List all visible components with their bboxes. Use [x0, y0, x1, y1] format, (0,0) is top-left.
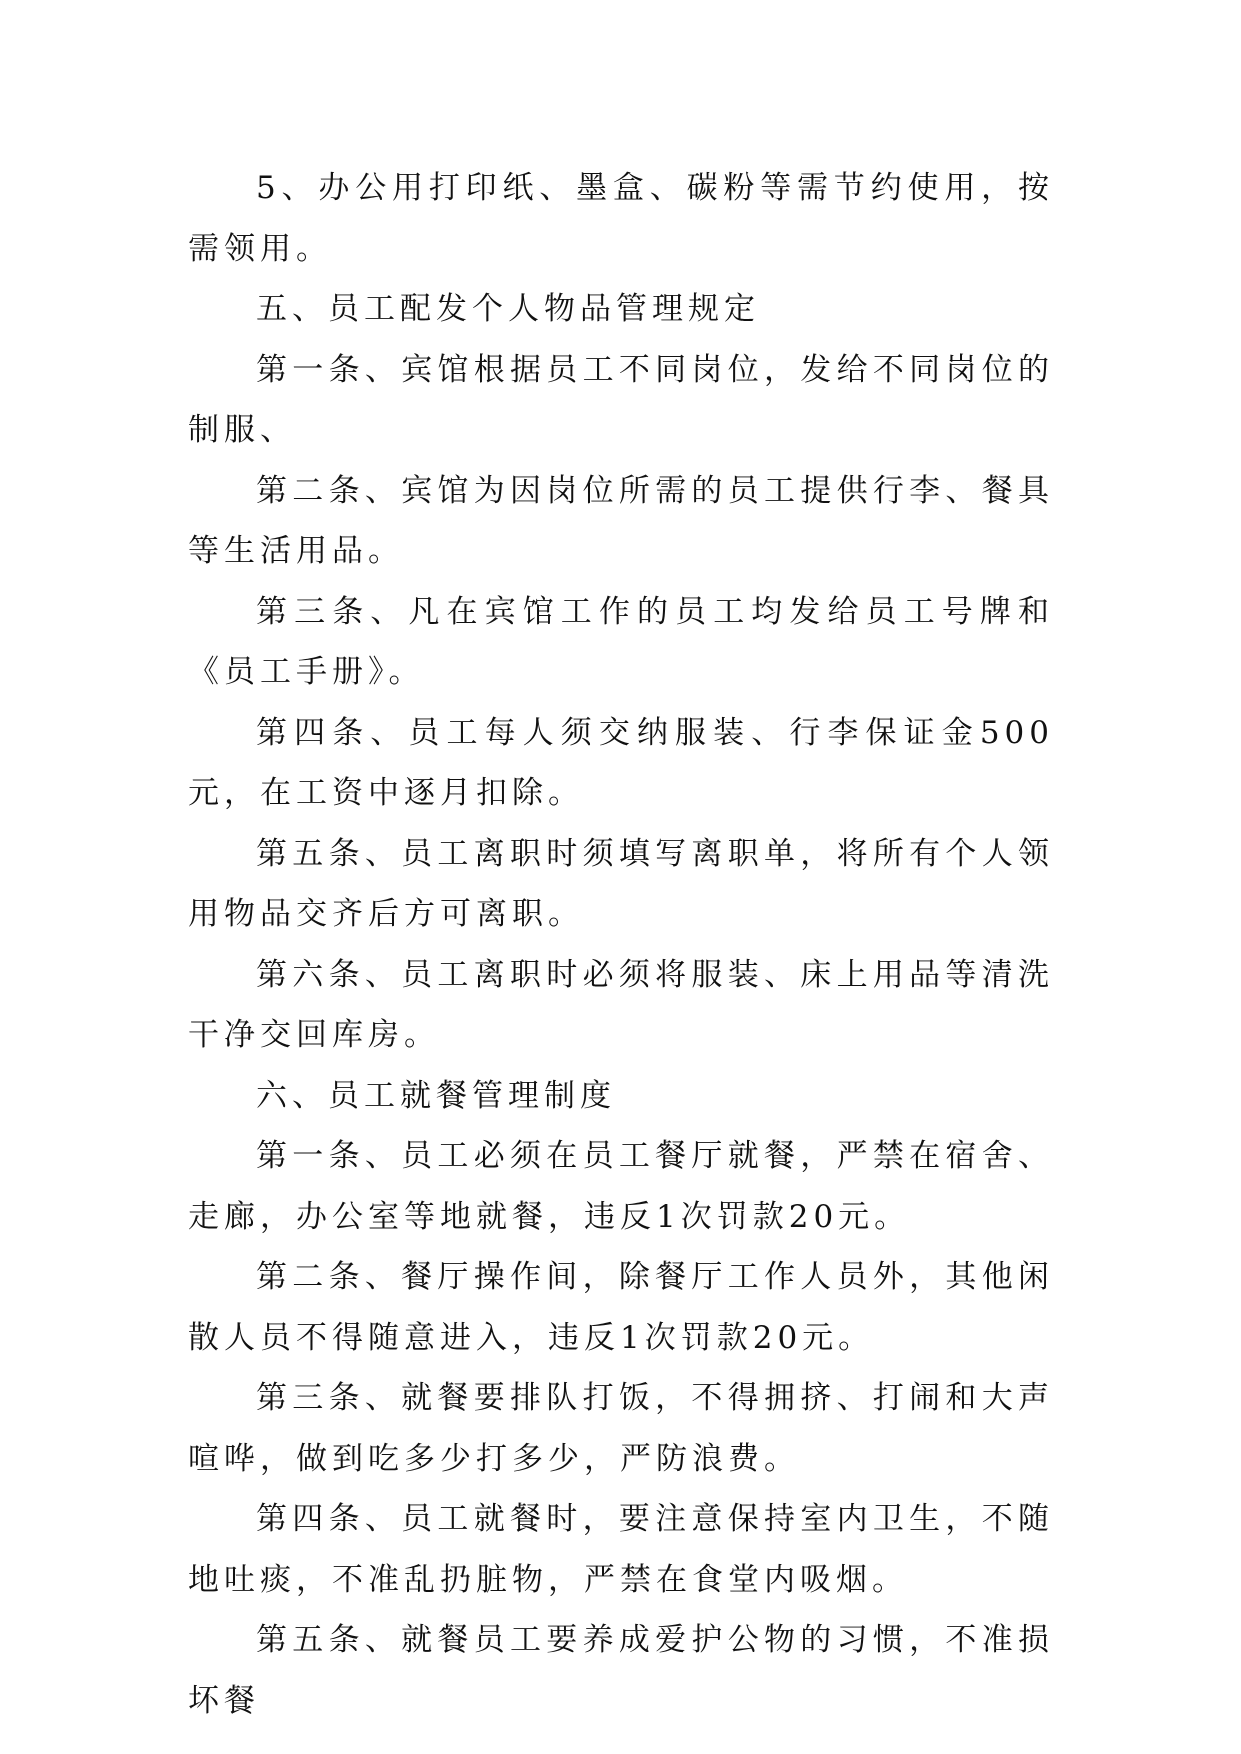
paragraph-supplies-rule-5: 5、办公用打印纸、墨盒、碳粉等需节约使用，按需领用。 [188, 170, 1054, 267]
paragraph-dining-article-2: 第二条、餐厅操作间，除餐厅工作人员外，其他闲散人员不得随意进入，违反1次罚款20元。 [188, 1259, 1054, 1356]
paragraph-items-article-1: 第一条、宾馆根据员工不同岗位，发给不同岗位的制服、 [188, 351, 1054, 448]
paragraph-items-article-4: 第四条、员工每人须交纳服装、行李保证金500元，在工资中逐月扣除。 [188, 714, 1054, 811]
paragraph-dining-article-1: 第一条、员工必须在员工餐厅就餐，严禁在宿舍、走廊，办公室等地就餐，违反1次罚款20元。 [188, 1138, 1054, 1235]
section-heading-personal-items: 五、员工配发个人物品管理规定 [256, 291, 760, 327]
paragraph-dining-article-4: 第四条、员工就餐时，要注意保持室内卫生，不随地吐痰，不准乱扔脏物，严禁在食堂内吸烟。 [188, 1501, 1054, 1598]
paragraph-dining-article-3: 第三条、就餐要排队打饭，不得拥挤、打闹和大声喧哗，做到吃多少打多少，严防浪费。 [188, 1380, 1054, 1477]
section-heading-dining: 六、员工就餐管理制度 [256, 1077, 616, 1114]
paragraph-items-article-5: 第五条、员工离职时须填写离职单，将所有个人领用物品交齐后方可离职。 [188, 835, 1054, 932]
paragraph-dining-article-5: 第五条、就餐员工要养成爱护公物的习惯，不准损坏餐 [188, 1622, 1054, 1719]
document-body [188, 158, 1054, 1731]
paragraph-items-article-6: 第六条、员工离职时必须将服装、床上用品等清洗干净交回库房。 [188, 956, 1054, 1053]
paragraph-items-article-3: 第三条、凡在宾馆工作的员工均发给员工号牌和《员工手册》。 [188, 593, 1054, 690]
paragraph-items-article-2: 第二条、宾馆为因岗位所需的员工提供行李、餐具等生活用品。 [188, 472, 1054, 569]
